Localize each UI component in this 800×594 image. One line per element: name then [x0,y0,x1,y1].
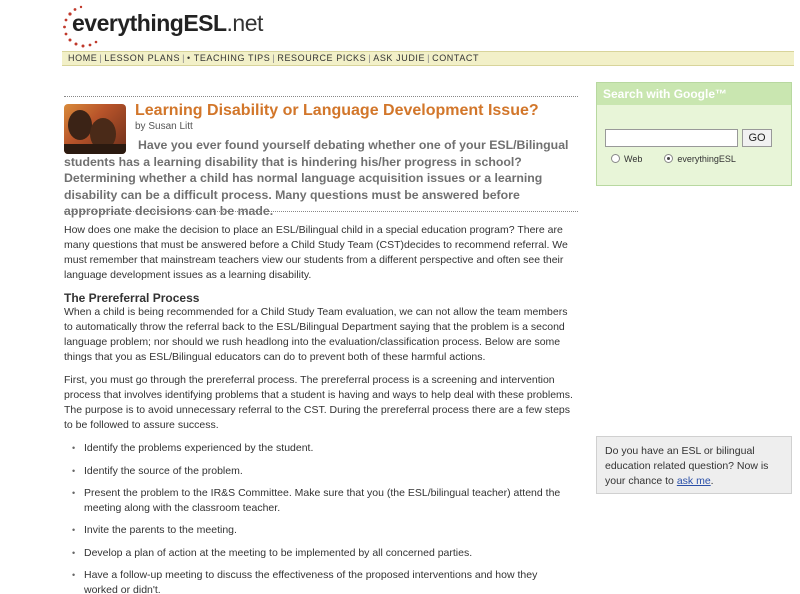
list-item: • Have a follow-up meeting to discuss the effectiveness of the proposed interventions and how they worked or didn't. [72,569,538,594]
search-panel-title: Search with Google™ [597,83,791,105]
article-byline: by Susan Litt [135,121,193,132]
nav-lesson-plans[interactable]: LESSON PLANS [104,53,181,63]
radio-site[interactable] [664,154,673,163]
nav-teaching-tips[interactable]: • TEACHING TIPS [187,53,271,63]
nav-ask-judie[interactable]: ASK JUDIE [373,53,426,63]
nav-resource-picks[interactable]: RESOURCE PICKS [277,53,367,63]
ask-me-link[interactable]: ask me [676,475,711,487]
google-search-panel [596,82,792,186]
list-item: • Invite the parents to the meeting. [72,524,237,536]
section-heading: The Prereferral Process [64,291,200,305]
radio-web[interactable] [611,154,620,163]
divider-top [64,96,578,97]
list-item: • Identify the problems experienced by the student. [72,442,314,454]
ask-text: Do you have an ESL or bilingual education related question? Now is your chance to [605,445,769,487]
go-button[interactable]: GO [742,129,772,147]
search-input[interactable] [605,129,738,147]
ask-question-panel: Do you have an ESL or bilingual education related question? Now is your chance to ask me. [596,436,792,494]
article-title: Learning Disability or Language Development Issue? [135,102,539,119]
site-logo[interactable] [62,4,262,48]
article-paragraph-3: First, you must go through the prereferral process. The prereferral process is a screening and intervention process that involves identifying problems that a student is having and ways to help deal with these problems. The purpose is to avoid unnecessary referral to the CST. During the prereferral process there are a few steps to be followed to assure success. [64,374,573,431]
list-item: • Present the problem to the IR&S Committee. Make sure that you (the ESL/bilingual teacher) attend the meeting along with the classroom teacher. [72,487,561,514]
article-lead: Have you ever found yourself debating whether one of your ESL/Bilingual students has a learning disability that is hindering his/her progress in school? Determining whether a child has normal language acquisition issues or a learning disability can be a difficult process. Many questions must be answered before appropriate decisions can be made. [64,138,569,218]
nav-contact[interactable]: CONTACT [432,53,480,63]
top-navigation: HOME | LESSON PLANS | • TEACHING TIPS | RESOURCE PICKS | ASK JUDIE | CONTACT [62,51,794,66]
divider-bottom [64,211,578,212]
steps-list [72,441,572,594]
list-item: • Identify the source of the problem. [72,464,243,477]
list-item: • Develop a plan of action at the meeting to be implemented by all concerned parties. [72,546,473,559]
nav-home[interactable]: HOME [68,53,98,63]
article-paragraph-1: How does one make the decision to place an ESL/Bilingual child in a special education program? There are many questions that must be answered before a Child Study Team (CST)decides to recommend referral. We must remember that mainstream teachers view our students from a different perspective and often see their language development issues as a learning disability. [64,224,568,281]
radio-site-label: everythingESL [677,153,736,164]
article-paragraph-2: When a child is being recommended for a Child Study Team evaluation, we can not allow the team members to automatically throw the referral back to the ESL/Bilingual Department saying that the problem is a second language problem; nor should we rush headlong into the evaluation/classification process. Below are some things that you as ESL/Bilingual educators can do to prevent both of these harmful actions. [64,306,568,363]
logo-text: everythingESL.net [72,10,263,36]
search-scope-options [611,153,758,164]
radio-web-label: Web [624,153,643,164]
